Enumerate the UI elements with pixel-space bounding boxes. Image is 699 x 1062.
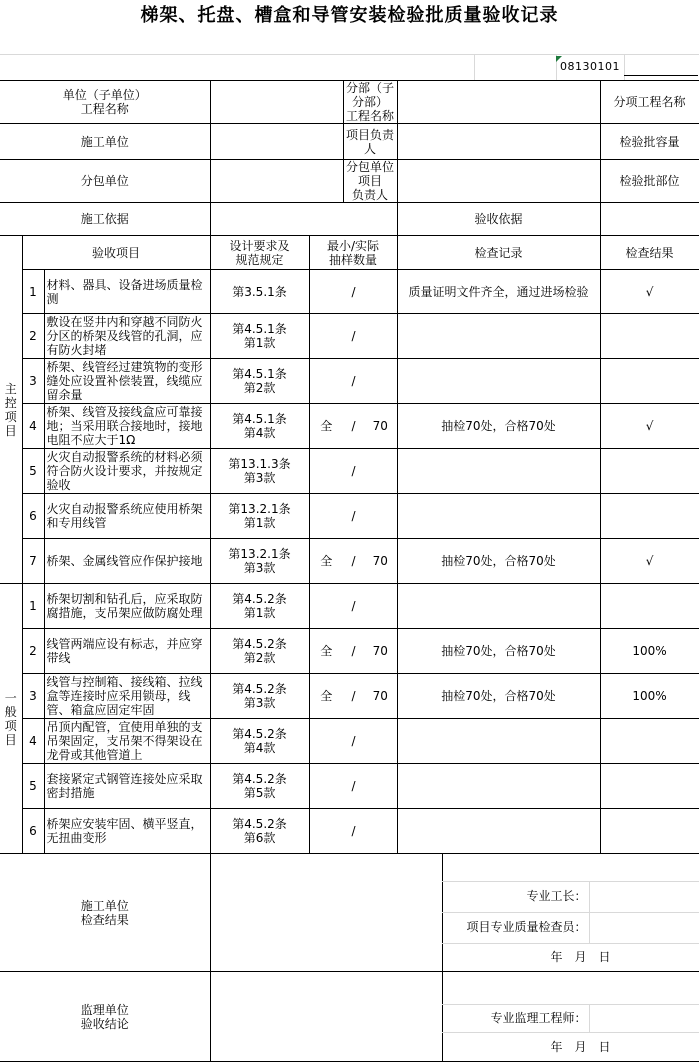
row-item-text: 桥架应安装牢固、横平竖直，无扭曲变形 <box>44 809 210 854</box>
row-actual-sample[interactable] <box>364 270 397 314</box>
general-char: 一 <box>4 690 17 705</box>
table-row <box>0 359 699 404</box>
batch-location-label: 检验批部位 <box>600 160 699 203</box>
header-row-contractor <box>0 124 699 160</box>
row-result[interactable]: 100% <box>600 629 699 674</box>
row-no: 5 <box>22 764 44 809</box>
row-no: 2 <box>22 314 44 359</box>
row-no: 6 <box>22 494 44 539</box>
table-row <box>0 674 699 719</box>
foreman-label: 专业工长： <box>526 889 587 903</box>
row-min-sample[interactable] <box>309 270 343 314</box>
row-result[interactable] <box>600 719 699 764</box>
row-sample-separator: / <box>343 314 364 359</box>
table-row <box>0 719 699 764</box>
row-min-sample[interactable] <box>309 719 343 764</box>
row-result[interactable] <box>600 584 699 629</box>
row-clause: 第4.5.2条 第4款 <box>210 719 309 764</box>
row-clause: 第4.5.1条 第2款 <box>210 359 309 404</box>
row-min-sample[interactable]: 全 <box>309 674 343 719</box>
row-actual-sample[interactable] <box>364 809 397 854</box>
row-sample-separator: / <box>343 674 364 719</box>
form-code: 08130101 <box>560 60 620 73</box>
row-record[interactable] <box>397 809 600 854</box>
row-item-text: 桥架、金属线管应作保护接地 <box>44 539 210 584</box>
supervisor-check-row <box>0 972 699 1062</box>
table-row <box>0 404 699 449</box>
row-no: 6 <box>22 809 44 854</box>
row-sample-separator: / <box>343 764 364 809</box>
general-char: 目 <box>4 732 17 747</box>
sub-manager-label-text: 分包单位项目 负责人 <box>346 160 395 202</box>
table-row <box>0 764 699 809</box>
main-control-char: 项 <box>4 409 17 424</box>
general-char: 般 <box>4 704 17 719</box>
signature-gridline <box>589 881 590 943</box>
table-row <box>0 270 699 314</box>
row-clause: 第3.5.1条 <box>210 270 309 314</box>
table-row <box>0 584 699 629</box>
row-actual-sample[interactable]: 70 <box>364 674 397 719</box>
contractor-value[interactable] <box>210 124 343 160</box>
project-manager-label: 项目负责人 <box>343 124 397 160</box>
row-actual-sample[interactable] <box>364 359 397 404</box>
row-record[interactable]: 抽检70处，合格70处 <box>397 539 600 584</box>
column-header-row <box>0 236 699 270</box>
row-sample-separator: / <box>343 539 364 584</box>
row-item-text: 敷设在竖井内和穿越不同防火分区的桥架及线管的孔洞，应有防火封堵 <box>44 314 210 359</box>
row-item-text: 线管与控制箱、接线箱、拉线盒等连接时应采用锁母，线管、箱盒应固定牢固 <box>44 674 210 719</box>
row-record[interactable] <box>397 494 600 539</box>
col-design-header <box>210 236 309 270</box>
row-min-sample[interactable] <box>309 809 343 854</box>
row-sample-separator: / <box>343 359 364 404</box>
table-row <box>0 629 699 674</box>
row-sample-separator: / <box>343 584 364 629</box>
row-clause: 第13.2.1条 第3款 <box>210 539 309 584</box>
row-no: 1 <box>22 584 44 629</box>
row-sample-separator: / <box>343 809 364 854</box>
main-control-char: 主 <box>4 381 17 396</box>
sub-project-value[interactable] <box>397 81 600 124</box>
row-record[interactable] <box>397 764 600 809</box>
supervisor-check-label <box>0 972 210 1062</box>
row-item-text: 桥架、线管经过建筑物的变形缝处应设置补偿装置，线缆应留余量 <box>44 359 210 404</box>
supervisor-check-signature-area[interactable] <box>210 972 699 1062</box>
row-min-sample[interactable] <box>309 764 343 809</box>
table-row <box>0 809 699 854</box>
row-item-text: 火灾自动报警系统的材料必须符合防火设计要求，并按规定验收 <box>44 449 210 494</box>
acceptance-basis-value[interactable] <box>600 203 699 236</box>
row-item-text: 吊顶内配管，宜使用单独的支吊架固定，支吊架不得架设在龙骨或其他管道上 <box>44 719 210 764</box>
batch-capacity-label: 检验批容量 <box>600 124 699 160</box>
row-min-sample[interactable] <box>309 494 343 539</box>
row-min-sample[interactable] <box>309 314 343 359</box>
row-actual-sample[interactable]: 70 <box>364 539 397 584</box>
signature-divider <box>442 972 443 1062</box>
row-sample-separator: / <box>343 449 364 494</box>
row-clause: 第4.5.1条 第4款 <box>210 404 309 449</box>
row-result[interactable]: √ <box>600 404 699 449</box>
table-row <box>0 449 699 494</box>
table-row <box>0 314 699 359</box>
row-no: 7 <box>22 539 44 584</box>
row-result[interactable]: 100% <box>600 674 699 719</box>
form-code-underline <box>624 75 698 76</box>
row-clause: 第4.5.2条 第6款 <box>210 809 309 854</box>
col-design-text: 设计要求及 规范规定 <box>229 238 290 267</box>
row-record[interactable] <box>397 359 600 404</box>
row-actual-sample[interactable] <box>364 494 397 539</box>
row-result[interactable] <box>600 449 699 494</box>
row-min-sample[interactable] <box>309 449 343 494</box>
contractor-check-label <box>0 854 210 972</box>
row-record[interactable]: 抽检70处，合格70处 <box>397 674 600 719</box>
row-item-text: 桥架切割和钻孔后，应采取防腐措施，支吊架应做防腐处理 <box>44 584 210 629</box>
contractor-check-row <box>0 854 699 972</box>
subcontractor-label: 分包单位 <box>0 160 210 203</box>
row-sample-separator: / <box>343 270 364 314</box>
row-min-sample[interactable]: 全 <box>309 539 343 584</box>
row-clause: 第4.5.2条 第1款 <box>210 584 309 629</box>
row-clause: 第4.5.2条 第3款 <box>210 674 309 719</box>
row-result[interactable] <box>600 494 699 539</box>
main-control-char: 控 <box>4 395 17 410</box>
row-no: 2 <box>22 629 44 674</box>
row-result[interactable]: √ <box>600 270 699 314</box>
row-actual-sample[interactable]: 70 <box>364 629 397 674</box>
row-clause: 第13.1.3条 第3款 <box>210 449 309 494</box>
row-result[interactable] <box>600 764 699 809</box>
table-row <box>0 539 699 584</box>
general-char: 项 <box>4 718 17 733</box>
row-item-text: 线管两端应设有标志，并应穿带线 <box>44 629 210 674</box>
col-sample-header <box>309 236 397 270</box>
signature-gridline <box>442 1004 699 1005</box>
row-actual-sample[interactable] <box>364 314 397 359</box>
item-project-label: 分项工程名称 <box>600 81 699 124</box>
row-item-text: 材料、器具、设备进场质量检测 <box>44 270 210 314</box>
row-min-sample[interactable] <box>309 359 343 404</box>
row-result[interactable]: √ <box>600 539 699 584</box>
row-no: 3 <box>22 674 44 719</box>
acceptance-basis-label: 验收依据 <box>397 203 600 236</box>
contractor-check-signature-area[interactable] <box>210 854 699 972</box>
supervisor-check-label-text: 监理单位 验收结论 <box>80 1002 129 1031</box>
row-min-sample[interactable] <box>309 584 343 629</box>
subcontractor-value[interactable] <box>210 160 343 203</box>
header-row-subcontractor <box>0 160 699 203</box>
sub-manager-label <box>343 160 397 203</box>
row-no: 4 <box>22 404 44 449</box>
row-no: 5 <box>22 449 44 494</box>
sub-manager-value[interactable] <box>397 160 600 203</box>
row-record[interactable] <box>397 449 600 494</box>
contractor-label: 施工单位 <box>0 124 210 160</box>
main-control-char: 目 <box>4 423 17 438</box>
general-label <box>0 584 22 854</box>
main-control-label <box>0 236 22 584</box>
row-item-text: 桥架、线管及接线盒应可靠接地；当采用联合接地时，接地电阻不应大于1Ω <box>44 404 210 449</box>
construction-basis-label: 施工依据 <box>0 203 210 236</box>
signature-gridline <box>442 1032 699 1033</box>
row-sample-separator: / <box>343 719 364 764</box>
row-sample-separator: / <box>343 494 364 539</box>
row-actual-sample[interactable]: 70 <box>364 404 397 449</box>
col-record-header: 检查记录 <box>397 236 600 270</box>
signature-gridline <box>442 943 699 944</box>
row-item-text: 火灾自动报警系统应使用桥架和专用线管 <box>44 494 210 539</box>
unit-project-label <box>0 81 210 124</box>
signature-gridline <box>442 912 699 913</box>
col-sample-text: 最小/实际 抽样数量 <box>327 238 380 267</box>
supervisor-date-label: 年 月 日 <box>550 1040 611 1054</box>
unit-project-value[interactable] <box>210 81 343 124</box>
row-no: 4 <box>22 719 44 764</box>
row-item-text: 套接紧定式钢管连接处应采取密封措施 <box>44 764 210 809</box>
row-record[interactable] <box>397 719 600 764</box>
row-actual-sample[interactable] <box>364 719 397 764</box>
header-row-unit <box>0 81 699 124</box>
row-result[interactable] <box>600 809 699 854</box>
header-row-basis <box>0 203 699 236</box>
row-record[interactable]: 抽检70处，合格70处 <box>397 629 600 674</box>
row-result[interactable] <box>600 314 699 359</box>
row-actual-sample[interactable] <box>364 764 397 809</box>
inspection-table <box>0 80 699 1062</box>
row-clause: 第4.5.2条 第2款 <box>210 629 309 674</box>
row-record[interactable]: 抽检70处，合格70处 <box>397 404 600 449</box>
contractor-date-label: 年 月 日 <box>550 950 611 964</box>
row-record[interactable]: 质量证明文件齐全，通过进场检验 <box>397 270 600 314</box>
unit-project-label-text: 单位（子单位） 工程名称 <box>62 88 147 116</box>
col-item-header: 验收项目 <box>22 236 210 270</box>
row-no: 1 <box>22 270 44 314</box>
col-result-header: 检查结果 <box>600 236 699 270</box>
supervisor-engineer-label: 专业监理工程师： <box>490 1011 587 1025</box>
row-no: 3 <box>22 359 44 404</box>
table-row <box>0 494 699 539</box>
row-actual-sample[interactable] <box>364 584 397 629</box>
sub-project-label <box>343 81 397 124</box>
contractor-check-label-text: 施工单位 检查结果 <box>80 898 129 927</box>
construction-basis-value[interactable] <box>210 203 397 236</box>
form-title: 梯架、托盘、槽盒和导管安装检验批质量验收记录 <box>140 5 559 26</box>
row-record[interactable] <box>397 314 600 359</box>
signature-gridline <box>442 881 699 882</box>
signature-gridline <box>589 1004 590 1032</box>
row-clause: 第13.2.1条 第1款 <box>210 494 309 539</box>
row-sample-separator: / <box>343 629 364 674</box>
row-record[interactable] <box>397 584 600 629</box>
row-result[interactable] <box>600 359 699 404</box>
project-manager-value[interactable] <box>397 124 600 160</box>
row-sample-separator: / <box>343 404 364 449</box>
row-clause: 第4.5.1条 第1款 <box>210 314 309 359</box>
sub-project-label-text: 分部（子分部） 工程名称 <box>346 81 395 123</box>
row-min-sample[interactable]: 全 <box>309 404 343 449</box>
row-min-sample[interactable]: 全 <box>309 629 343 674</box>
row-clause: 第4.5.2条 第5款 <box>210 764 309 809</box>
quality-inspector-label: 项目专业质量检查员： <box>466 920 587 934</box>
row-actual-sample[interactable] <box>364 449 397 494</box>
